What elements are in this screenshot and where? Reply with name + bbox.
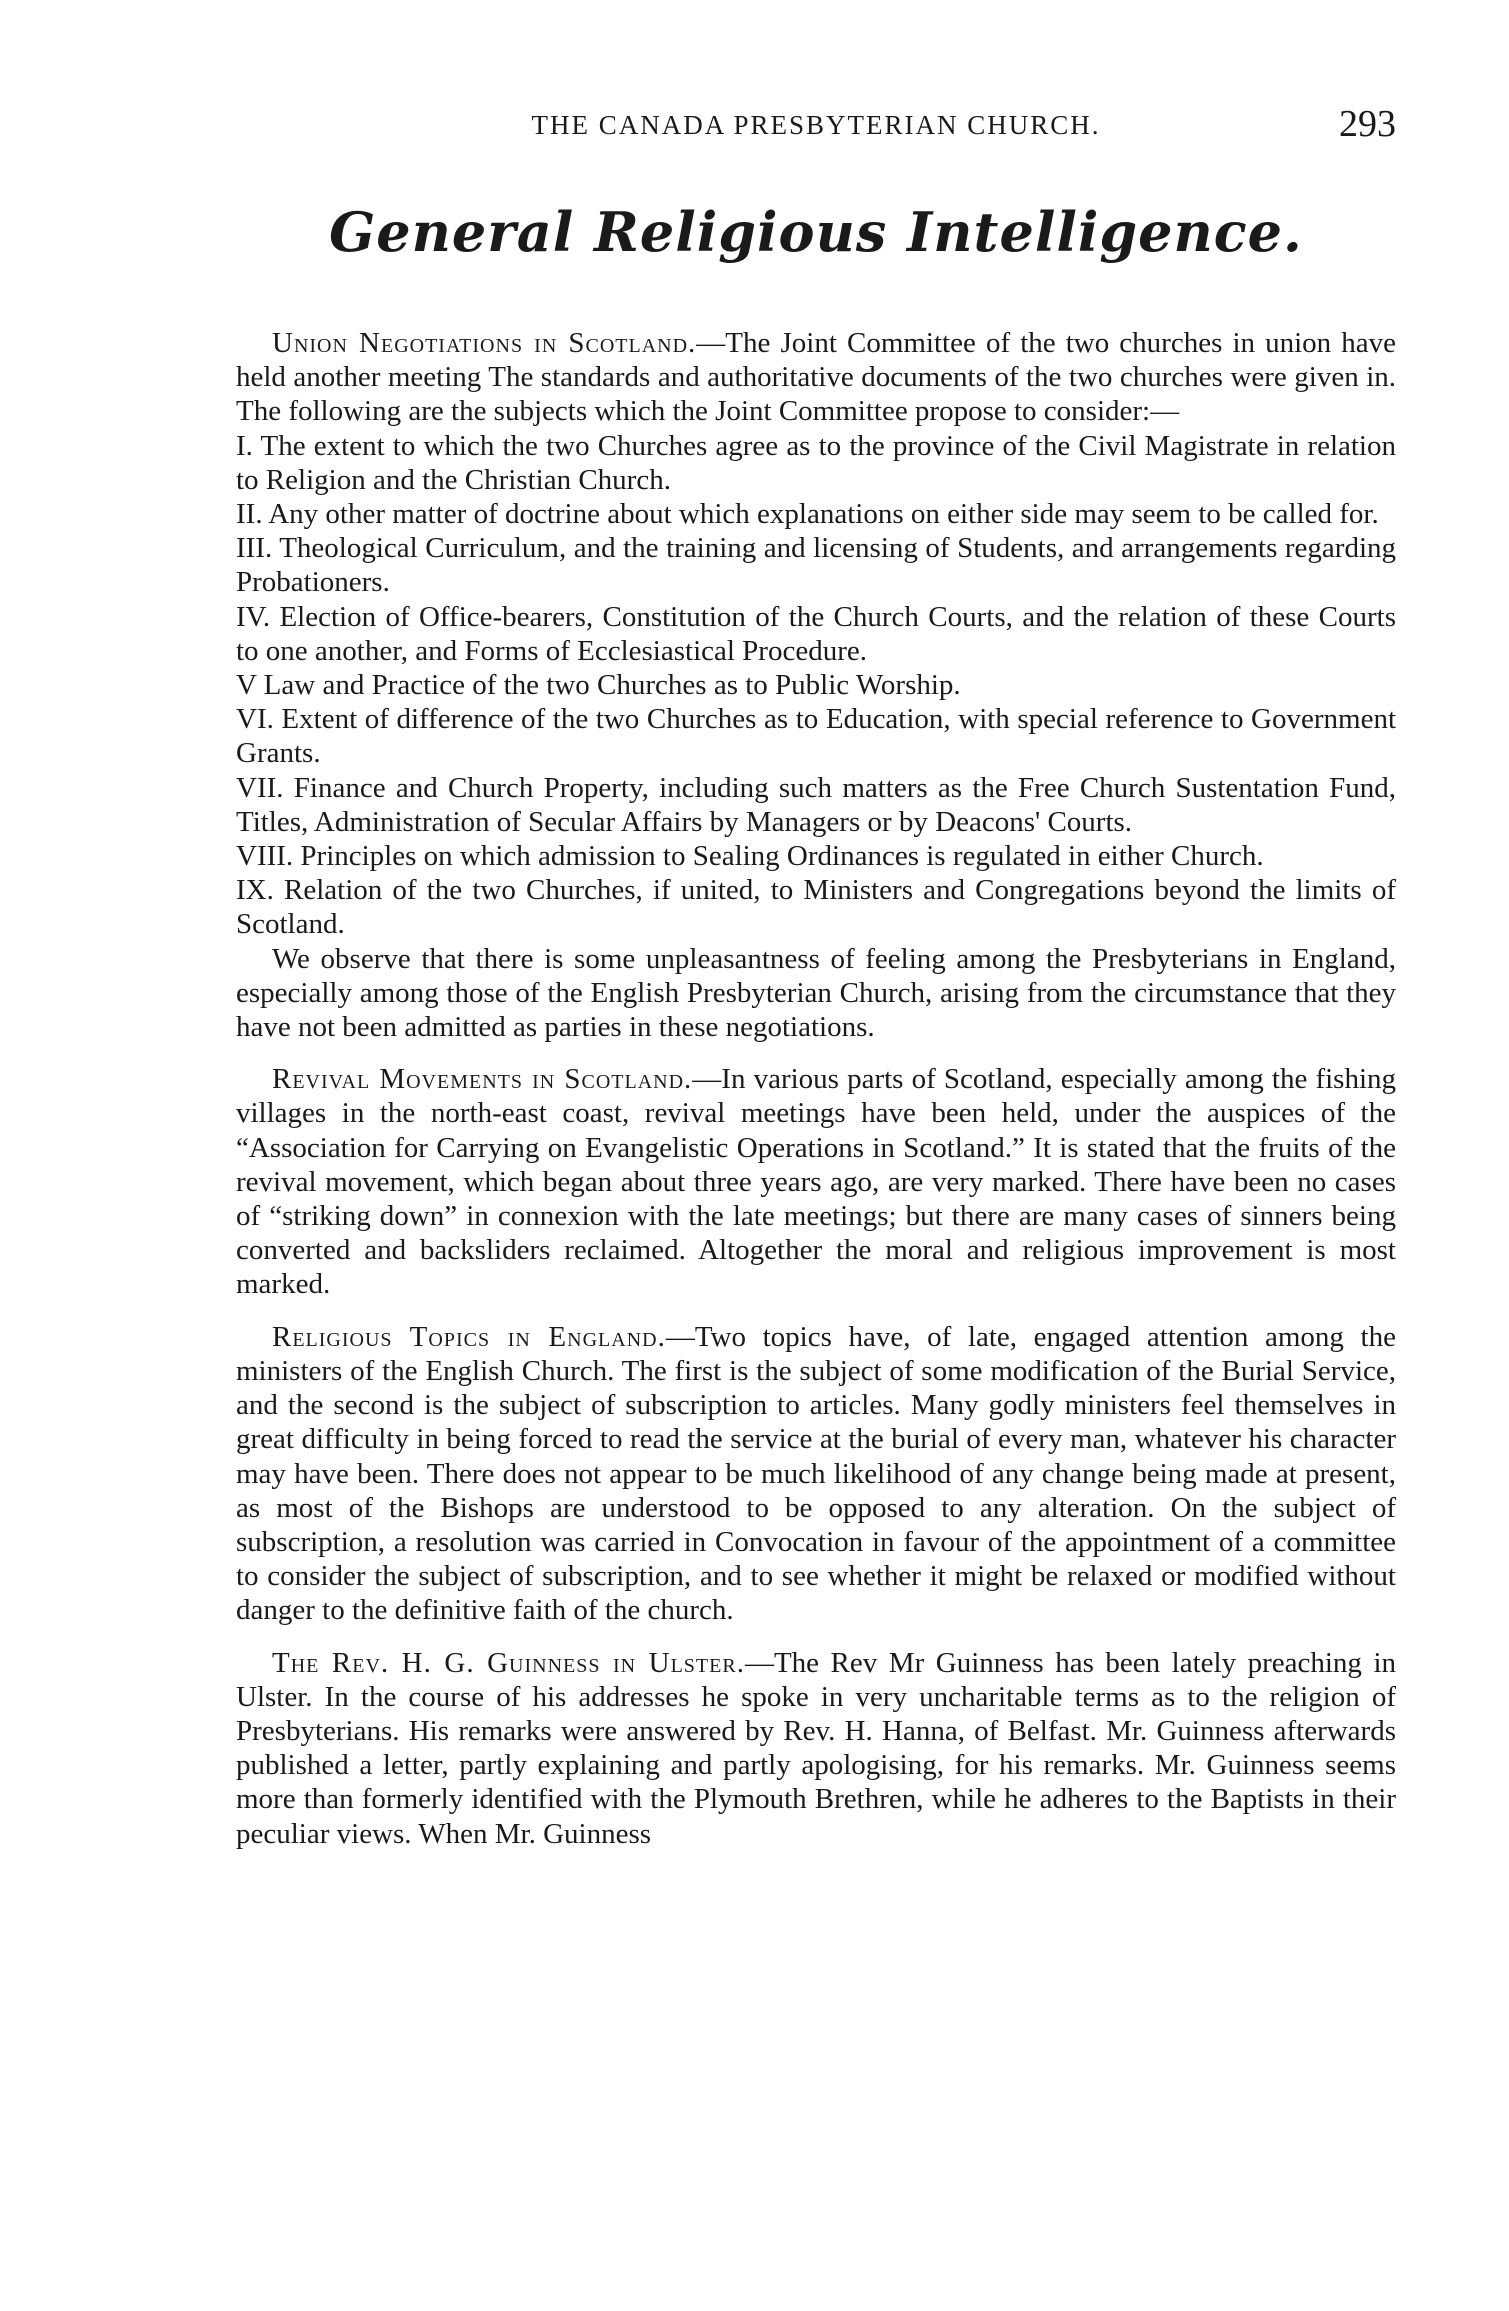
running-head bbox=[236, 100, 1396, 160]
union-negotiations-heading: Union Negotiations in Scotland. bbox=[272, 327, 697, 359]
guinness-text: —The Rev Mr Guinness has been lately preaching in Ulster. In the course of his addresses he spoke in very uncharitable terms as to the religion of Presbyterians. His remarks were answered by Rev. H. Hanna, of Belfast. Mr. Guinness afterwards published a letter, partly explaining and partly apologising, for his remarks. Mr. Guinness seems more than formerly identified with the Plymouth Brethren, while he adheres to the Baptists in their peculiar views. When Mr. Guinness bbox=[236, 1646, 1397, 1850]
running-title: THE CANADA PRESBYTERIAN CHURCH. bbox=[531, 110, 1101, 140]
revival-text: —In various parts of Scotland, especially among the fishing villages in the north-east coast, revival meetings have been held, under the auspices of the “Association for Carrying on Evangelistic Operations in Scotland.” It is stated that the fruits of the revival movement, which began about three years ago, are very marked. There have been no cases of “striking down” in connexion with the late meetings; but there are many cases of sinners being converted and backsliders reclaimed. Altogether the moral and religious improvement is most marked. bbox=[236, 1063, 1397, 1301]
union-followup-paragraph: We observe that there is some unpleasantness of feeling among the Presbyterians in England, especially among those of the English Presbyterian Church, arising from the circumstance that they have not been admitted as parties in these negotiations. bbox=[236, 942, 1396, 1044]
list-item: IX. Relation of the two Churches, if united, to Ministers and Congregations beyond the limits of Scotland. bbox=[236, 874, 1396, 941]
topics-text: —Two topics have, of late, engaged attention among the ministers of the English Church. The first is the subject of some modification of the Burial Service, and the second is the subject of subscription to articles. Many godly ministers feel themselves in great difficulty in being forced to read the service at the burial of every man, whatever his character may have been. There does not appear to be much likelihood of any change being made at present, as most of the Bishops are understood to be opposed to any alteration. On the subject of subscription, a resolution was carried in Convocation in favour of the appointment of a committee to consider the subject of subscription, and to see whether it might be relaxed or modified without danger to the definitive faith of the church. bbox=[236, 1320, 1396, 1627]
article-body bbox=[236, 326, 1396, 1851]
guinness-paragraph bbox=[236, 1646, 1396, 1851]
revival-paragraph bbox=[236, 1062, 1396, 1301]
guinness-heading: The Rev. H. G. Guinness in Ulster. bbox=[272, 1646, 745, 1679]
list-item: I. The extent to which the two Churches agree as to the province of the Civil Magistrate in relation to Religion and the Christian Church. bbox=[236, 429, 1396, 496]
list-item: V Law and Practice of the two Churches as to Public Worship. bbox=[236, 669, 961, 702]
list-item: II. Any other matter of doctrine about which explanations on either side may seem to be called for. bbox=[236, 498, 1379, 531]
union-negotiations-paragraph bbox=[236, 326, 1396, 429]
topics-paragraph bbox=[236, 1320, 1396, 1628]
union-negotiations-text: —The Joint Committee of the two churches in union have held another meeting The standards and authoritative documents of the two churches were given in. The following are the subjects which the Joint Committee propose to consider:— bbox=[236, 327, 1397, 428]
list-item: III. Theological Curriculum, and the training and licensing of Students, and arrangements regarding Probationers. bbox=[236, 532, 1396, 599]
list-item: VII. Finance and Church Property, including such matters as the Free Church Sustentation Fund, Titles, Administration of Secular Affairs by Managers or by Deacons' Courts. bbox=[236, 771, 1396, 838]
page bbox=[236, 100, 1396, 1851]
list-item: IV. Election of Office-bearers, Constitution of the Church Courts, and the relation of these Courts to one another, and Forms of Ecclesiastical Procedure. bbox=[236, 600, 1396, 667]
list-item: VI. Extent of difference of the two Churches as to Education, with special reference to Government Grants. bbox=[236, 703, 1396, 770]
page-number: 293 bbox=[1339, 103, 1396, 145]
revival-heading: Revival Movements in Scotland. bbox=[272, 1063, 693, 1096]
topics-heading: Religious Topics in England. bbox=[272, 1320, 666, 1353]
list-item: VIII. Principles on which admission to Sealing Ordinances is regulated in either Church. bbox=[236, 840, 1264, 873]
section-title: General Religious Intelligence. bbox=[329, 200, 1303, 264]
